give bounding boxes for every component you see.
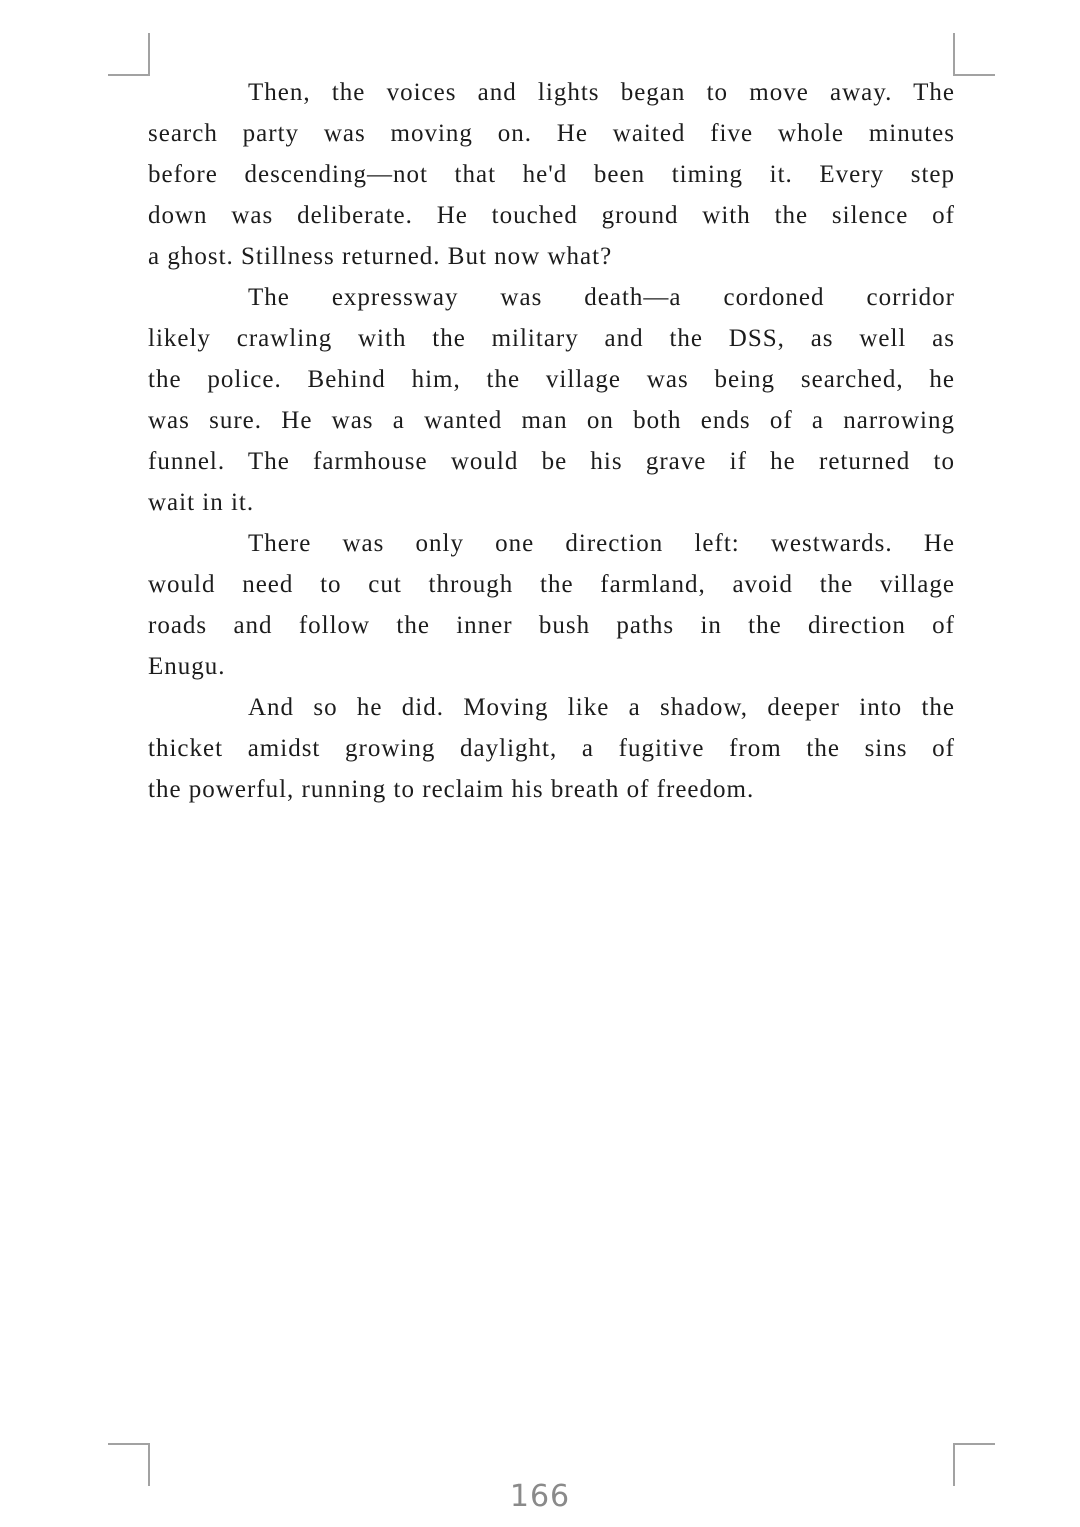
text-line: likely crawling with the military and the DSS, as well as: [148, 325, 955, 352]
text-line: would need to cut through the farmland, avoid the village: [148, 571, 955, 598]
text-line: Enugu.: [148, 653, 226, 680]
text-line: the police. Behind him, the village was being searched, he: [148, 366, 955, 393]
text-line: roads and follow the inner bush paths in the direction of: [148, 612, 955, 639]
text-line: And so he did. Moving like a shadow, deeper into the: [248, 694, 955, 721]
paragraph: [148, 687, 955, 810]
text-line: a ghost. Stillness returned. But now what?: [148, 243, 613, 270]
text-line: Then, the voices and lights began to move away. The: [248, 79, 955, 106]
text-line: The expressway was death—a cordoned corridor: [248, 284, 955, 311]
text-line: wait in it.: [148, 489, 255, 516]
text-block: [148, 72, 955, 810]
text-line: funnel. The farmhouse would be his grave if he returned to: [148, 448, 955, 475]
text-line: There was only one direction left: westwards. He: [248, 530, 955, 557]
text-line: was sure. He was a wanted man on both ends of a narrowing: [148, 407, 955, 434]
text-line: down was deliberate. He touched ground with the silence of: [148, 202, 955, 229]
paragraph: [148, 523, 955, 687]
paragraph: [148, 72, 955, 277]
text-line: search party was moving on. He waited five whole minutes: [148, 120, 955, 147]
corner-mark-top-right: [953, 33, 995, 76]
page-number: 166: [509, 1479, 571, 1514]
text-line: the powerful, running to reclaim his breath of freedom.: [148, 776, 755, 803]
text-line: thicket amidst growing daylight, a fugitive from the sins of: [148, 735, 955, 762]
corner-mark-top-left: [108, 33, 150, 76]
paragraph: [148, 277, 955, 523]
text-line: before descending—not that he'd been timing it. Every step: [148, 161, 955, 188]
